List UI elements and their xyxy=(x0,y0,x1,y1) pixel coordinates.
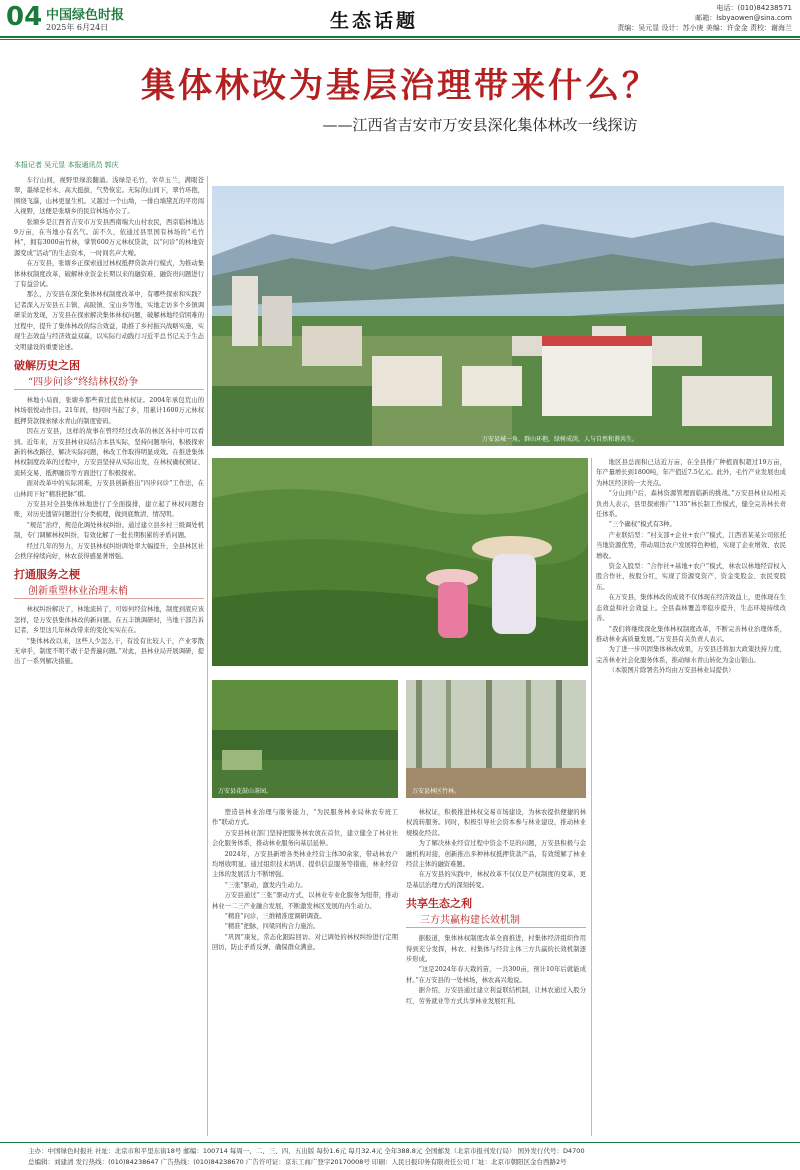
footer-line-1: 主办：中国绿色时报社 社址：北京市和平里东街18号 邮编：100714 每周一、二、三、四、五出版 每份1.6元 每月32.4元 全年388.8元 全国邮发（北京市报刊发行局） 国外发行代号：D4700 xyxy=(28,1147,585,1155)
section-3-title: 共享生态之利 xyxy=(406,897,472,911)
contact-block xyxy=(617,3,792,33)
paragraph: “集体林改以来，这些人少怎么干，有没有比较人干，产业零散无章乎，制度不明不敢干是普遍问题。”对此，县林业局开展调研，提出了一系列解决措施。 xyxy=(14,637,204,666)
contact-phone: 电话：(010)84238571 xyxy=(716,4,792,12)
photo-caption: 万安县林区竹林。 xyxy=(412,788,461,795)
paragraph: 万安县对全县集体林地进行了全面摸排，建立起了林权问题台账，对历史遗留问题进行分类梳理，做到底数清、情况明。 xyxy=(14,500,204,519)
issue-date: 2025年 6月24日 xyxy=(46,23,109,32)
section-2-subtitle: 创新重塑林业治理末梢 xyxy=(14,585,204,599)
page-footer xyxy=(0,1142,800,1170)
paragraph: 车行山间，视野里绿浪翻涌。浅绿是毛竹，幸草玉兰，满眼苍翠，墨绿是杉木、高大挺拔，气势恢宏。无际的山间下，翠竹环抱，围绕飞瀑，山林更显生机。又越过一个山坳，一排白墙黛瓦的平房闯入视野，这便是张塘乡的民营林场办公了。 xyxy=(14,177,204,216)
header-rule xyxy=(0,36,800,38)
city-aerial-image xyxy=(212,186,784,446)
paragraph: 在万安县，张塘乡正探索通过林权抵押贷款并行模式，为推动集体林权制度改革，破解林业资金长期以来的融资难、融资贵问题进行了有益尝试。 xyxy=(14,260,204,289)
paragraph: 因在万安县，这样的故事在曾经经过改革的林区各村中可以看到。近年来，万安县林业局结合本县实际，坚持问题导向，积极探索新的林改路径，解决实际问题，林改工作取得明显成效。在推进集体林权制度改革的过程中，万安县坚持从实际出发，在林权确权颁证、流转交易、抵押融资等方面进行了积极探索。 xyxy=(14,428,204,477)
article-subtitle: ——江西省吉安市万安县深化集体林改一线探访 xyxy=(322,116,638,134)
paragraph: 产业联结型：“村支部+企业+农户”模式，江西省某某公司依托当地资源优势，带动周边农户发展特色种植，实现了企业增效、农民增收。 xyxy=(596,531,786,560)
section-title: 生态话题 xyxy=(330,10,419,32)
paragraph: （本版图片除署名外均由万安县林业局提供） xyxy=(608,667,735,675)
section-2-title: 打通服务之梗 xyxy=(14,568,80,582)
paragraph: 经过几年的努力，万安县林权纠纷调处率大幅提升，全县林区社会秩序持续向好，林农获得感显著增强。 xyxy=(14,542,204,560)
paragraph: “我们将继续深化集体林权制度改革，不断完善林业治理体系，推动林业高质量发展。”万安县有关负责人表示。 xyxy=(596,625,786,643)
paragraph: “三张”驱动，激发内生动力。 xyxy=(224,881,307,889)
tea-garden-image xyxy=(212,680,398,798)
article-column-1 xyxy=(14,176,204,1136)
paragraph: 万安县通过“三张”驱动方式，以林业专业化服务为纽带，推动林业一二三产业融合发展，不断激发林区发展的内生动力。 xyxy=(212,892,398,910)
paragraph: 林地小局面，张塘乡那些着过蓝色林权证。2004年承包荒山的林场很悦动作目。21年间，他同时当起了乡，用累计1600万元林权抵押贷款探索绿水青山的制度密码。 xyxy=(14,396,204,425)
paragraph: 林权证，积极推进林权交易市场建设，为林农提供便捷的林权流转服务。同时，积极引导社会资本参与林业建设，推动林业规模化经营。 xyxy=(406,809,586,837)
paragraph: 资金入股型：“合作社+基地+农户”模式，林农以林地经营权入股合作社，按股分红，实现了资源变资产、资金变股金、农民变股东。 xyxy=(596,563,786,591)
page-number: 04 xyxy=(6,2,43,32)
paragraph: “精准”把脉，四梁同构合力施治。 xyxy=(224,923,320,931)
footer-line-2: 总编辑：刘建清 发行热线：(010)84238647 广告热线：(010)84238670 广告许可证：京东工商广登字20170008号 印刷：人民日报印务有限责任公司 厂址：北京市朝阳区金台西路2号 xyxy=(28,1158,567,1166)
paragraph: 为了解决林业经营过程中资金不足的问题，万安县积极与金融机构对接，创新推出多种林权抵押贷款产品，有效缓解了林业经营主体的融资难题。 xyxy=(406,840,586,869)
paragraph: 那么，万安县在深化集体林权制度改革中，有哪些探索和实践？记者深入万安县五丰镇、高陂镇、宝山乡等地，实地走访多个乡镇调研采访发现，万安县在探索解决集体林权问题，破解林地经营困难的过程中，提升了集体林改的综合效益，助推了乡村振兴战略实施，实现生态效益与经济效益双赢，以实际行动践行习近平总书记关于生态文明建设的重要论述。 xyxy=(14,291,204,351)
paragraph: 为了进一步巩固集体林改成果，万安县还将加大政策扶持力度，完善林业社会化服务体系，推动绿水青山转化为金山银山。 xyxy=(596,646,786,664)
paragraph: “规范”治疗，规范化调处林权纠纷。通过建立县乡村三级调处机制，专门调解林权纠纷，有效化解了一批长期积累的矛盾问题。 xyxy=(14,521,204,540)
photo-bamboo-forest xyxy=(406,680,586,798)
article-byline: 本报记者 吴元显 本报通讯员 郭庆 xyxy=(14,161,119,169)
article-headline: 集体林改为基层治理带来什么？ xyxy=(141,66,659,106)
paragraph: 2024年，万安县新增各类林业经营主体30余家，带动林农户均增收明显。通过组织技术培训、提供信息服务等措施，林业经营主体的发展活力不断增强。 xyxy=(212,850,398,879)
paragraph: 塑造县林业治理与服务能力，“为民服务林业局林农专班工作”联动方式。 xyxy=(212,809,398,827)
page-header xyxy=(0,0,800,40)
paragraph: “分山到户后，森林资源管理面临新的挑战。”万安县林业局相关负责人表示，县里探索推广“135”林长制工作模式，健全完善林长责任体系。 xyxy=(596,490,786,519)
article-column-4 xyxy=(596,458,786,1136)
newspaper-name: 中国绿色时报 xyxy=(46,8,125,23)
section-1-title: 破解历史之困 xyxy=(14,358,80,372)
photo-tea-garden xyxy=(212,680,398,798)
paragraph: 在万安县，集体林改的成效不仅体现在经济效益上，更体现在生态效益和社会效益上。全县森林覆盖率稳步提升，生态环境持续改善。 xyxy=(596,594,786,623)
paragraph: “三个确权”模式有3种。 xyxy=(608,521,676,529)
section-3-subtitle: 三方共赢构建长效机制 xyxy=(406,914,586,928)
article-column-2 xyxy=(212,808,398,1136)
paragraph: 林权纠纷解决了，林地流转了，可如何经营林地，制度到底应该怎样，是万安县集体林改的新问题。在五丰镇调研时，当地干部告诉记者，乡里这几年林改带来的变化实实在在。 xyxy=(14,606,204,635)
column-divider xyxy=(591,458,592,1136)
photo-caption: 万安县花鼓山茶园。 xyxy=(218,788,273,795)
column-divider xyxy=(207,176,208,1136)
bamboo-forest-image xyxy=(406,680,586,798)
section-1-subtitle: “四步问诊”终结林权纷争 xyxy=(14,376,204,390)
paragraph: 在万安县的实践中，林权改革不仅仅是产权制度的变革，更是基层治理方式的深刻转变。 xyxy=(406,871,586,889)
paragraph: 地区县总面积已达近万亩，在全县推广种植面积超过19万亩，年产量增长到1800吨，年产值近7.5亿元。此外，毛竹产业发展也成为林区经济的一大亮点。 xyxy=(596,459,786,487)
article-column-3 xyxy=(406,808,586,1136)
paragraph: “这是2024年春天栽的苗，一共300亩，预计10年后就能成材。”在万安县的一处林场，林农高兴地说。 xyxy=(406,966,586,984)
paragraph: 据报道，集体林权制度改革全面推进，村集体经济组织作用得到充分发挥，林农、村集体与经营主体三方共赢的长效机制逐步形成。 xyxy=(406,935,586,964)
paragraph: 万安县林业部门坚持把服务林农放在首位，建立健全了林业社会化服务体系，推动林业服务向基层延伸。 xyxy=(212,829,398,848)
paragraph: “巩固”康复，常态化跟踪回访。对已调处的林权纠纷进行定期回访，防止矛盾反弹，确保群众满意。 xyxy=(212,933,398,952)
photo-city-aerial xyxy=(212,186,784,446)
paragraph: “精准”问诊，三维精准度调研调查。 xyxy=(224,913,326,921)
photo-tea-pickers xyxy=(212,458,588,666)
contact-email: 邮箱：lsbyaowen@sina.com xyxy=(695,14,792,22)
header-rule-thin xyxy=(0,39,800,40)
tea-pickers-image xyxy=(212,458,588,666)
paragraph: 张塘乡是江西省吉安市万安县西南端大山村农民，西京临林地达9万亩，在当地小有名气。前不久，依通过县里国有林场的“毛竹林”，拥有3000亩竹林，掌管600万元林权贷款，以“问诊”的林地资源变成“活动”的生态资本，一时间名声大噪。 xyxy=(14,218,204,257)
photo-caption: 万安县城一角，群山环抱，绿树成荫，人与自然和谐共生。 xyxy=(482,436,639,443)
editor-credits: 责编：吴元显 设计：苏小庚 美编：许金金 责校：谢海兰 xyxy=(617,24,792,32)
paragraph: 面对改革中的实际困难，万安县创新推出“四步问诊”工作法，在山林间下好“精准把脉”棋。 xyxy=(14,480,204,498)
paragraph: 据介绍，万安县通过建立利益联结机制，让林农通过入股分红、劳务就业等方式共享林业发展红利。 xyxy=(406,987,586,1005)
